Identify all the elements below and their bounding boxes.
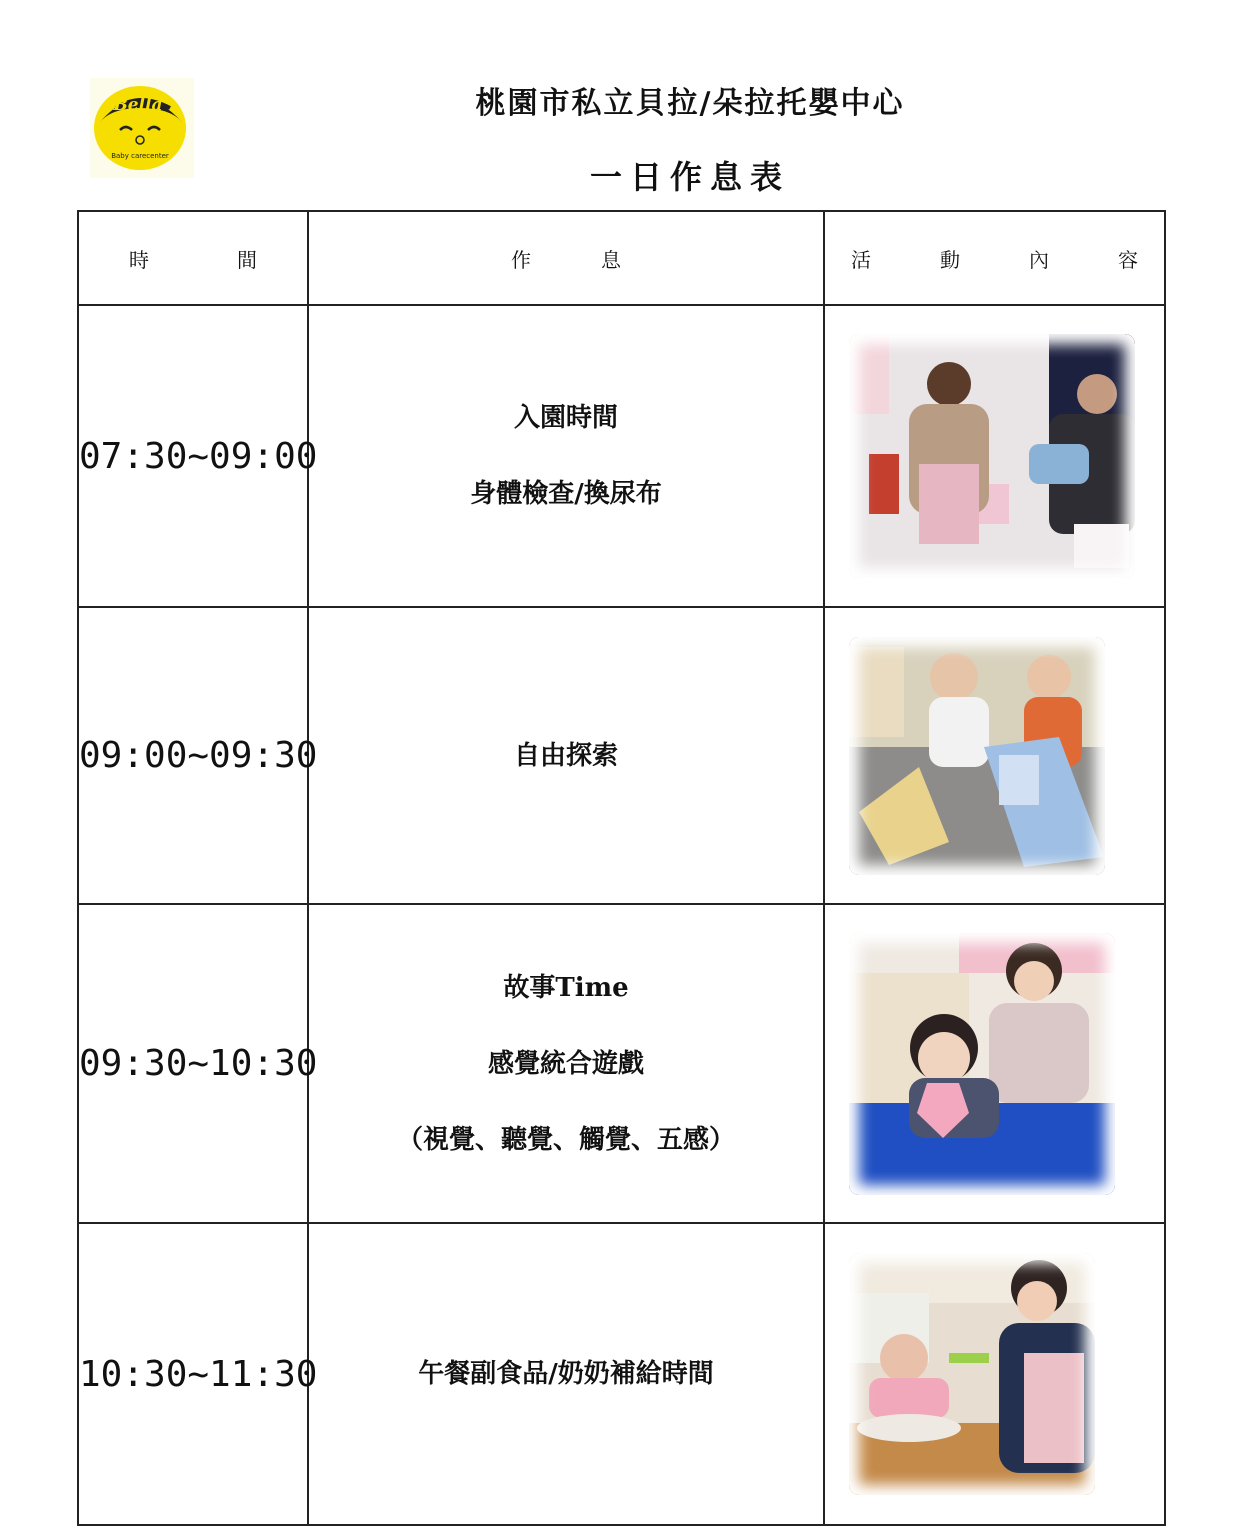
rest-cell: 故事Time 感覺統合遊戲 （視覺、聽覺、觸覺、五感） [308,904,824,1223]
photo-cell [824,607,1165,904]
table-row [78,1223,1165,1525]
schedule-table [77,210,1166,1526]
page-title: 桃園市私立貝拉/朵拉托嬰中心 [475,86,905,121]
photo-cell [824,1223,1165,1525]
header-activity: 活 動 內 容 [824,211,1165,305]
table-row [78,305,1165,607]
time-cell: 07:30~09:00 [78,305,308,607]
photo-cell [824,305,1165,607]
time-cell: 09:30~10:30 [78,904,308,1223]
rest-cell: 自由探索 [308,607,824,904]
table-row [78,607,1165,904]
rest-cell: 午餐副食品/奶奶補給時間 [308,1223,824,1525]
time-cell: 10:30~11:30 [78,1223,308,1525]
rest-cell: 入園時間 身體檢查/換尿布 [308,305,824,607]
header-row [78,211,1165,305]
header-time: 時 間 [78,211,308,305]
table-row [78,904,1165,1223]
logo-subtitle-text: Baby carecenter [111,152,169,160]
logo-brand-text: Bella [113,95,163,115]
time-cell: 09:00~09:30 [78,607,308,904]
photo-cell [824,904,1165,1223]
activity-photo-story-sensory [849,933,1115,1195]
header-rest: 作 息 [308,211,824,305]
activity-photo-free-exploration [849,637,1105,875]
activity-photo-entrance [849,334,1135,578]
page-subtitle: 一日作息表 [589,158,790,196]
activity-photo-lunch [849,1253,1095,1495]
